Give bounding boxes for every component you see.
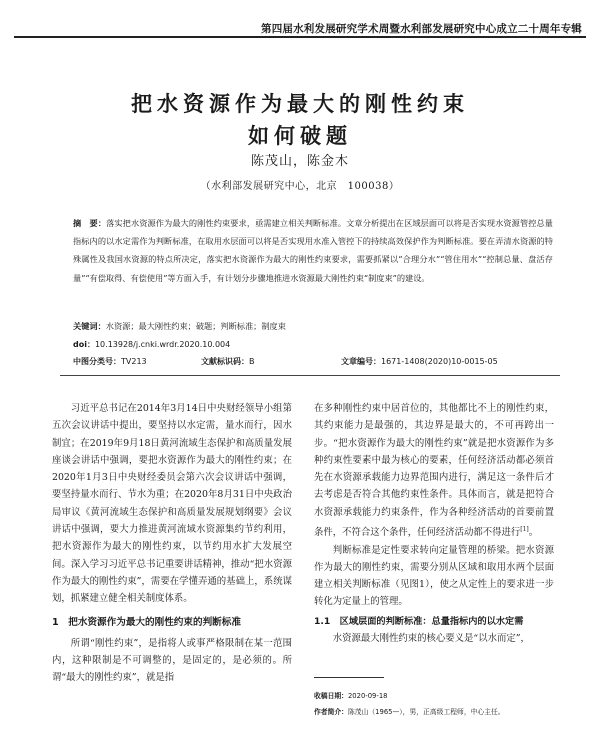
- abstract-text: 落实把水资源作为最大的刚性约束要求，亟需建立相关判断标准。文章分析提出在区域层面可以将是否实现水资源管控总量指标内的以水定需作为判断标准，在取用水层面可以将是否实现用水准入管控下的持续高效保护作为判断标准。要在弄清水资源的特殊属性及我国水资源的特点所决定，落实把水资源作为最大的刚性约束要求，需要抓紧以“合理分水”“管住用水”“控制总量、盘活存量”“有偿取得、有偿使用”等方面入手，有计划分步骤地推进水资源最大刚性约束“制度束”的建设。: [73, 218, 553, 283]
- doi-value: 10.13928/j.cnki.wrdr.2020.10.004: [94, 340, 231, 349]
- title-line-1: 把水资源作为最大的刚性约束: [131, 91, 469, 116]
- keywords: [73, 321, 553, 332]
- title-line-2: 如何破题: [248, 123, 352, 148]
- doi: [73, 339, 230, 350]
- doc-code-value: B: [249, 357, 255, 366]
- abstract: [73, 214, 553, 287]
- keywords-label: 关键词：: [73, 321, 106, 331]
- section-heading-1: 1 把水资源作为最大的刚性约束的判断标准: [52, 616, 241, 628]
- subsection-heading: [314, 613, 554, 630]
- clc-value: TV213: [121, 357, 147, 366]
- subsection-title: 区域层面的判断标准：总量指标内的以水定需: [339, 615, 524, 627]
- section-divider: [60, 375, 560, 376]
- author-bio-label: 作者简介：: [314, 708, 348, 716]
- running-header: [14, 6, 586, 36]
- received-date: 2020-09-18: [347, 692, 388, 700]
- right-paragraph-2: 判断标准是定性要求转向定量管理的桥梁。把水资源作为最大的刚性约束，需要分别从区域和取用水两个层面建立相关判断标准（见图1），使之从定性上的要求进一步转化为定量上的管理。: [314, 544, 554, 608]
- clc-group: [73, 356, 147, 367]
- right-paragraph-1: [314, 400, 554, 542]
- left-paragraph-1: 习近平总书记在2014年3月14日中央财经领导小组第五次会议讲话中提出，要坚持以水定需，量水而行，因水制宜；在2019年9月18日黄河流域生态保护和高质量发展座谈会讲话中强调，要把水资源作为最大的刚性约束；在2020年1月3日中央财经委员会第六次会议讲话中强调，要坚持量水而行、节水为重；在2020年8月31日中央政治局审议《黄河流域生态保护和高质量发展规划纲要》会议讲话中强调，要大力推进黄河流域水资源集约节约利用，把水资源作为最大的刚性约束，以节约用水扩大发展空间。深入学习习近平总书记重要讲话精神，推动“把水资源作为最大的刚性约束”，需要在学懂弄通的基础上，系统谋划，抓紧建立健全相关制度体系。: [52, 403, 292, 605]
- header-rule: [14, 36, 586, 38]
- author-bio: 陈茂山（1965—），男，正高级工程师，中心主任。: [347, 708, 505, 716]
- affiliation: （水利部发展研究中心，北京 100038）: [200, 181, 400, 192]
- right-paragraph-1-end: 。: [528, 527, 539, 539]
- abstract-label: 摘 要：: [73, 218, 107, 228]
- clc-label: 中图分类号：: [73, 357, 121, 366]
- right-paragraph-3: 水资源最大刚性约束的核心要义是“以水而定”，: [332, 632, 530, 644]
- received-label: 收稿日期：: [314, 692, 348, 700]
- doc-code-group: [201, 356, 255, 367]
- article-id-value: 1671-1408(2020)10-0015-05: [381, 357, 498, 366]
- right-paragraph-1-text: 在多种刚性约束中居首位的，其他都比不上的刚性约束，其约束能力是最强的，其边界是最大的，不可再跨出一步。“把水资源作为最大的刚性约束”就是把水资源作为多种约束性要素中最为核心的要素，任何经济活动都必须首先在水资源承载能力边界范围内进行，满足这一条件后才去考虑是否符合其他约束性条件。具体而言，就是把符合水资源承载能力约束条件，作为各种经济活动的首要前置条件，不符合这个条件，任何经济活动都不得进行: [314, 403, 554, 539]
- body-right-column: [314, 400, 554, 647]
- footnote-rule: [314, 677, 384, 678]
- article-id-label: 文章编号：: [341, 357, 381, 366]
- doc-code-label: 文献标识码：: [201, 357, 249, 366]
- left-paragraph-2: 所谓“刚性约束”，是指将人或事严格限制在某一范围内，这种限制是不可调整的，是固定的，是必须的。所谓“最大的刚性约束”，就是指: [52, 637, 292, 684]
- doi-label: doi：: [73, 340, 95, 349]
- header-title: 第四届水利发展研究学术周暨水利部发展研究中心成立二十周年专辑: [261, 23, 582, 35]
- citation-1: [1]: [520, 526, 529, 534]
- article-id-group: [341, 356, 498, 367]
- footnote-author: [314, 706, 554, 716]
- subsection-number: 1.1: [314, 615, 331, 627]
- keywords-text: 水资源；最大刚性约束；破题；判断标准；制度束: [105, 321, 286, 331]
- body-left-column: [52, 400, 292, 687]
- footnote-received: [314, 690, 554, 700]
- authors: 陈茂山，陈金木: [250, 154, 349, 169]
